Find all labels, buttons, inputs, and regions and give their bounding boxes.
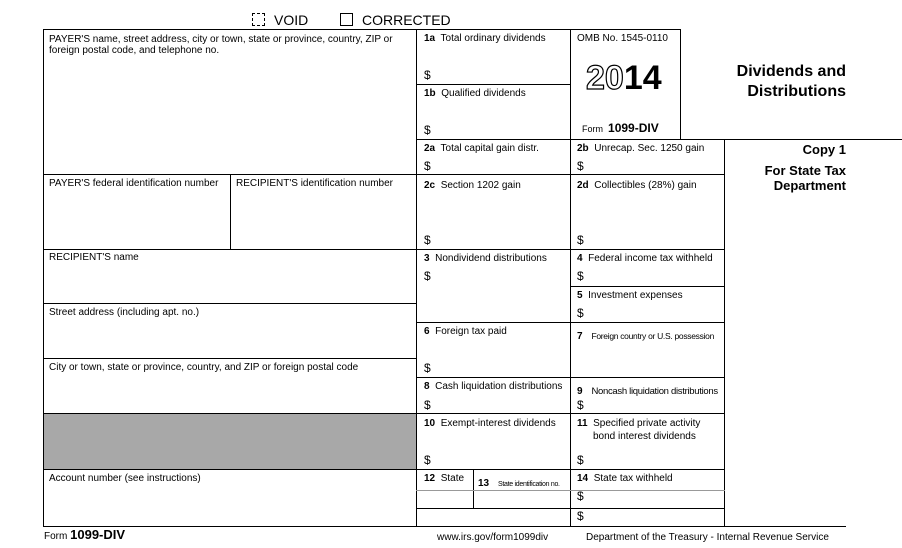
box-14-dollar[interactable]: $ [577,489,584,503]
recipient-id-field[interactable] [231,192,415,248]
box-14-label: 14 State tax withheld [577,473,673,484]
footer-department: Department of the Treasury - Internal Revenue Service [586,532,829,543]
box-12-label: 12 State [424,473,465,484]
box-6-dollar[interactable]: $ [424,361,431,375]
account-number-label: Account number (see instructions) [49,473,201,484]
box-10-label: 10 Exempt-interest dividends [424,418,556,429]
recipient-name-label: RECIPIENT'S name [49,252,139,263]
account-number-field[interactable] [44,486,415,525]
box-2b-dollar[interactable]: $ [577,159,584,173]
shaded-area [44,414,416,469]
box-8-dollar[interactable]: $ [424,398,431,412]
box-3-dollar[interactable]: $ [424,269,431,283]
copy-label: Copy 1 [802,142,846,157]
payer-fed-id-field[interactable] [44,192,229,248]
copy-destination: For State Tax Department [764,163,846,193]
payer-name-label: PAYER'S name, street address, city or town, state or province, country, ZIP or foreign postal code, and telephone no. [49,34,393,56]
omb-number: OMB No. 1545-0110 [577,33,668,44]
box-1a-dollar[interactable]: $ [424,68,431,82]
city-state-zip-label: City or town, state or province, country, and ZIP or foreign postal code [49,362,359,373]
box-12-field[interactable] [417,487,472,525]
box-4-label: 4 Federal income tax withheld [577,253,713,264]
payer-name-field[interactable] [44,60,415,173]
box-14-dollar-2[interactable]: $ [577,509,584,523]
box-2b-label: 2b Unrecap. Sec. 1250 gain [577,143,705,154]
box-2c-label: 2c Section 1202 gain [424,180,521,191]
box-13-label: 13 State identification no. [478,478,560,489]
box-3-label: 3 Nondividend distributions [424,253,547,264]
box-4-dollar[interactable]: $ [577,269,584,283]
box-2a-label: 2a Total capital gain distr. [424,143,539,154]
box-7-label: 7 Foreign country or U.S. possession [577,331,715,342]
box-11-label-line2: bond interest dividends [593,431,696,442]
box-8-label: 8 Cash liquidation distributions [424,381,563,392]
city-state-zip-field[interactable] [44,375,415,412]
tax-year: 2014 [586,59,662,97]
footer-url: www.irs.gov/form1099div [437,532,549,543]
void-label: VOID [274,12,309,28]
omb-form-name: Form 1099-DIV [582,121,659,135]
footer-form-name: Form 1099-DIV [44,527,126,542]
corrected-checkbox[interactable] [340,13,353,26]
void-option[interactable] [252,12,308,28]
box-13-field[interactable] [474,487,569,525]
form-title: Dividends and Distributions [736,63,846,100]
box-10-dollar[interactable]: $ [424,453,431,467]
box-11-dollar[interactable]: $ [577,453,584,467]
box-11-label: 11 Specified private activity [577,418,701,429]
box-7-field[interactable] [571,340,723,376]
void-checkbox[interactable] [252,13,265,26]
corrected-label: CORRECTED [362,12,451,28]
box-5-dollar[interactable]: $ [577,306,584,320]
box-2c-dollar[interactable]: $ [424,233,431,247]
box-2a-dollar[interactable]: $ [424,159,431,173]
street-address-label: Street address (including apt. no.) [49,307,200,318]
box-2d-dollar[interactable]: $ [577,233,584,247]
box-6-label: 6 Foreign tax paid [424,326,507,337]
street-address-field[interactable] [44,320,415,357]
box-1a-label: 1a Total ordinary dividends [424,33,546,44]
recipient-name-field[interactable] [44,265,415,302]
recipient-id-label: RECIPIENT'S identification number [236,178,393,189]
box-9-label: 9 Noncash liquidation distributions [577,386,718,397]
corrected-option[interactable] [340,12,451,28]
box-9-dollar[interactable]: $ [577,398,584,412]
box-1b-label: 1b Qualified dividends [424,88,526,99]
box-1b-dollar[interactable]: $ [424,123,431,137]
payer-fed-id-label: PAYER'S federal identification number [49,178,219,189]
box-5-label: 5 Investment expenses [577,290,683,301]
box-2d-label: 2d Collectibles (28%) gain [577,180,697,191]
